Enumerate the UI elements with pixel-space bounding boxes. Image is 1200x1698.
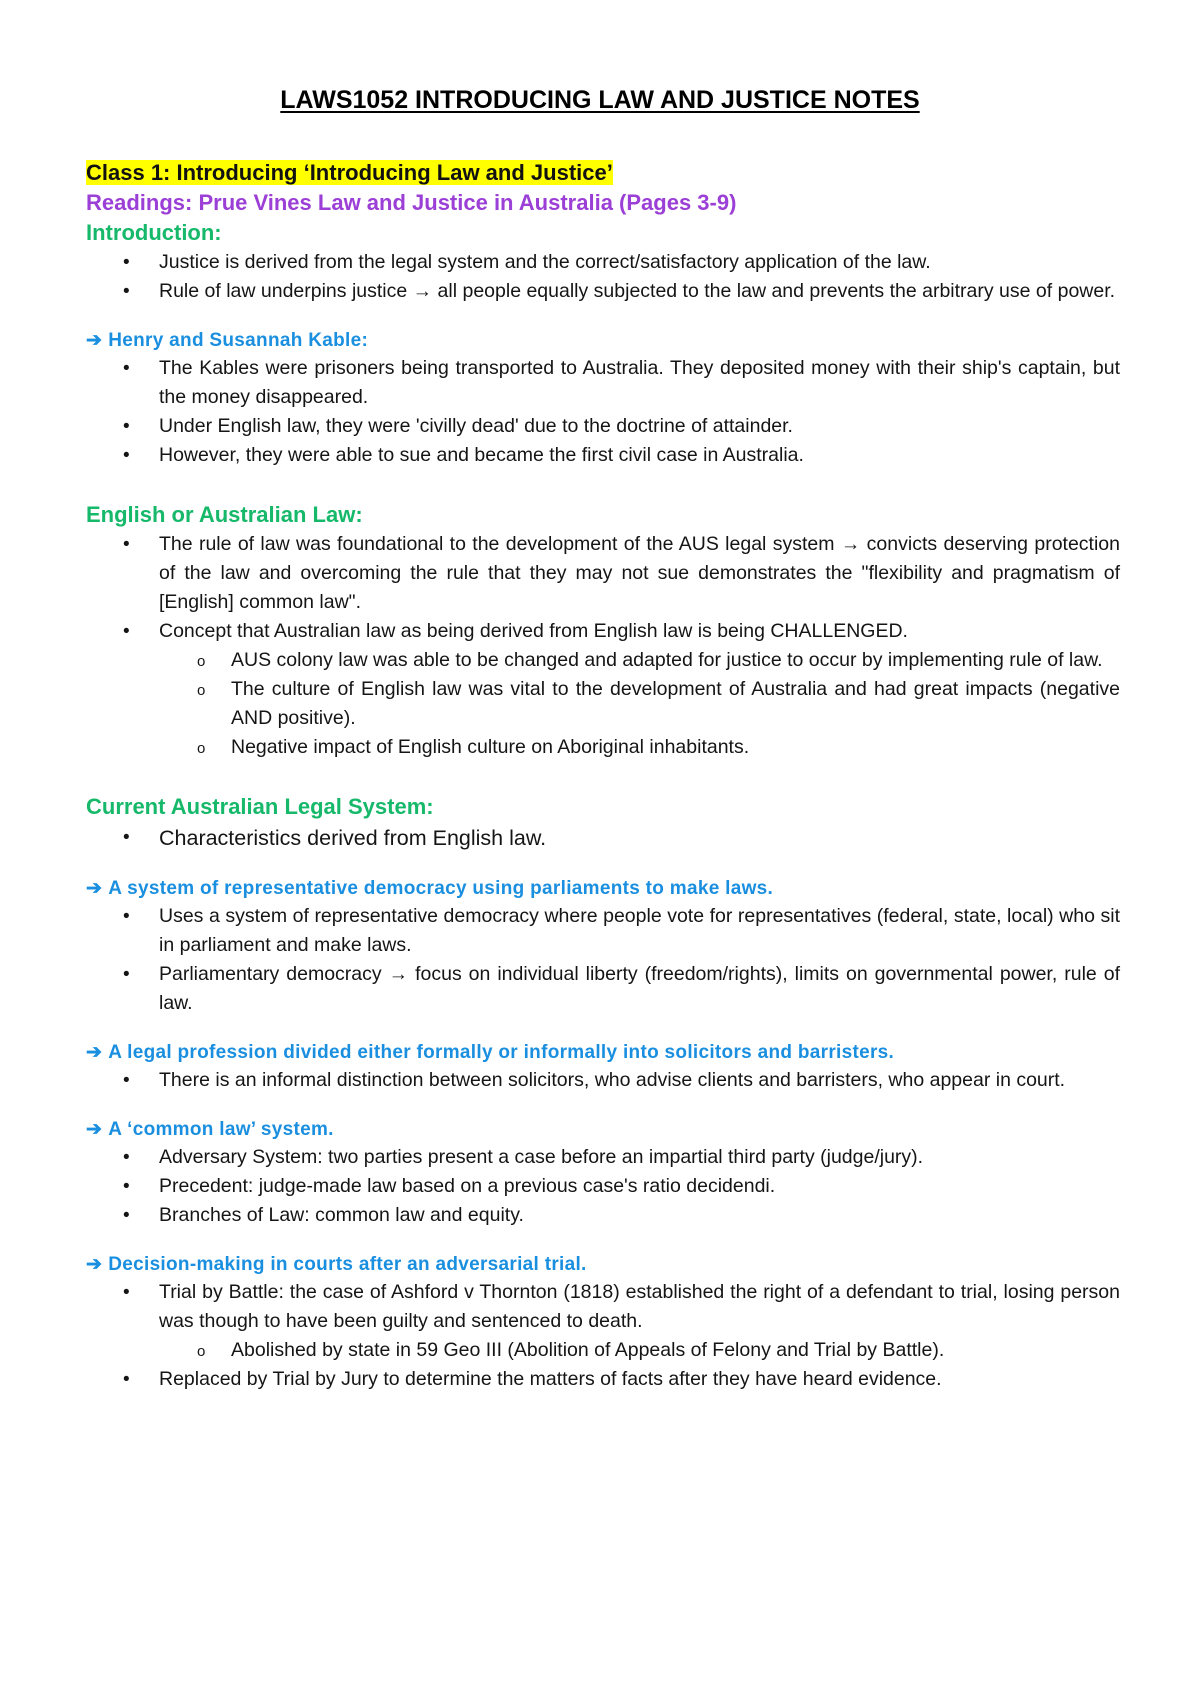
list-item: • Trial by Battle: the case of Ashford v Thornton (1818) established the right of a defendant to trial, losing person was though to have been guilty and sentenced to death.: [86, 1278, 1120, 1336]
common-law-heading: ➔ A ‘common law’ system.: [86, 1119, 334, 1140]
sub-bullet-icon: o: [197, 682, 206, 699]
decision-making-list: [86, 1278, 1120, 1394]
kable-list: [86, 354, 1120, 470]
bullet-icon: •: [123, 1282, 130, 1303]
introduction-heading: Introduction:: [86, 220, 222, 245]
sub-bullet-icon: o: [197, 1343, 206, 1360]
english-or-australian-list: [86, 530, 1120, 762]
bullet-icon: •: [123, 1205, 130, 1226]
english-or-australian-heading: English or Australian Law:: [86, 502, 363, 527]
bullet-icon: •: [123, 906, 130, 927]
class-heading: [86, 158, 1120, 188]
representative-democracy-list: [86, 902, 1120, 1018]
list-item: • Uses a system of representative democracy where people vote for representatives (federal, state, local) who sit in parliament and make laws.: [86, 902, 1120, 960]
legal-profession-heading: ➔ A legal profession divided either formally or informally into solicitors and barristers.: [86, 1042, 895, 1063]
kable-heading: ➔ Henry and Susannah Kable:: [86, 330, 369, 351]
common-law-list: [86, 1143, 1120, 1230]
list-item: • Justice is derived from the legal system and the correct/satisfactory application of the law.: [86, 248, 1120, 277]
legal-profession-list: [86, 1066, 1120, 1095]
list-item: • Adversary System: two parties present a case before an impartial third party (judge/jury).: [86, 1143, 1120, 1172]
arrow-icon: ➔: [86, 1042, 103, 1063]
list-item: • The rule of law was foundational to the development of the AUS legal system → convicts deserving protection of the law and overcoming the rule that they may not sue demonstrates the "flexibility and pragmatism of [English] common law".: [86, 530, 1120, 617]
arrow-icon: ➔: [86, 1254, 103, 1275]
bullet-icon: •: [123, 252, 130, 273]
list-item: • There is an informal distinction between solicitors, who advise clients and barristers, who appear in court.: [86, 1066, 1120, 1095]
sub-list-item: o The culture of English law was vital to the development of Australia and had great impacts (negative AND positive).: [197, 678, 1120, 729]
bullet-icon: •: [123, 1147, 130, 1168]
current-system-list: [86, 822, 1120, 854]
sub-list-item: o AUS colony law was able to be changed and adapted for justice to occur by implementing rule of law.: [86, 646, 1120, 675]
list-item: • Under English law, they were 'civilly dead' due to the doctrine of attainder.: [86, 412, 1120, 441]
representative-democracy-heading: ➔ A system of representative democracy using parliaments to make laws.: [86, 878, 774, 899]
bullet-icon: •: [123, 358, 130, 379]
list-item: • Parliamentary democracy → focus on individual liberty (freedom/rights), limits on governmental power, rule of law.: [86, 960, 1120, 1018]
readings-line: Readings: Prue Vines Law and Justice in Australia (Pages 3-9): [86, 190, 737, 215]
sub-list-item: o Negative impact of English culture on Aboriginal inhabitants.: [86, 733, 1120, 762]
bullet-icon: •: [123, 445, 130, 466]
bullet-icon: •: [123, 1070, 130, 1091]
list-item: • However, they were able to sue and became the first civil case in Australia.: [86, 441, 1120, 470]
bullet-icon: •: [123, 1176, 130, 1197]
list-item: • Branches of Law: common law and equity.: [86, 1201, 1120, 1230]
sub-bullet-icon: o: [197, 653, 206, 670]
list-item: • The Kables were prisoners being transported to Australia. They deposited money with their ship's captain, but the money disappeared.: [86, 354, 1120, 412]
bullet-icon: •: [123, 534, 130, 555]
bullet-icon: •: [123, 827, 130, 848]
list-item: • Characteristics derived from English law.: [86, 822, 1120, 854]
list-item: • Rule of law underpins justice → all people equally subjected to the law and prevents the arbitrary use of power.: [86, 277, 1120, 306]
arrow-icon: ➔: [86, 878, 103, 899]
list-item: • Precedent: judge-made law based on a previous case's ratio decidendi.: [86, 1172, 1120, 1201]
sub-bullet-icon: o: [197, 740, 206, 757]
bullet-icon: •: [123, 416, 130, 437]
bullet-icon: •: [123, 281, 130, 302]
decision-making-heading: ➔ Decision-making in courts after an adversarial trial.: [86, 1254, 587, 1275]
document-body: [86, 158, 1120, 1394]
arrow-icon: ➔: [86, 1119, 103, 1140]
bullet-icon: •: [123, 1369, 130, 1390]
bullet-icon: •: [123, 964, 130, 985]
bullet-icon: •: [123, 621, 130, 642]
sub-list-item: o Abolished by state in 59 Geo III (Abolition of Appeals of Felony and Trial by Battle).: [86, 1336, 1120, 1365]
current-system-heading: Current Australian Legal System:: [86, 794, 434, 819]
arrow-icon: ➔: [86, 330, 103, 351]
list-item: • Concept that Australian law as being derived from English law is being CHALLENGED.: [86, 617, 1120, 646]
document-title: LAWS1052 INTRODUCING LAW AND JUSTICE NOTES: [280, 86, 920, 114]
list-item: • Replaced by Trial by Jury to determine the matters of facts after they have heard evidence.: [86, 1365, 1120, 1394]
introduction-list: [86, 248, 1120, 306]
class-heading-text: Class 1: Introducing ‘Introducing Law and Justice’: [86, 160, 613, 185]
